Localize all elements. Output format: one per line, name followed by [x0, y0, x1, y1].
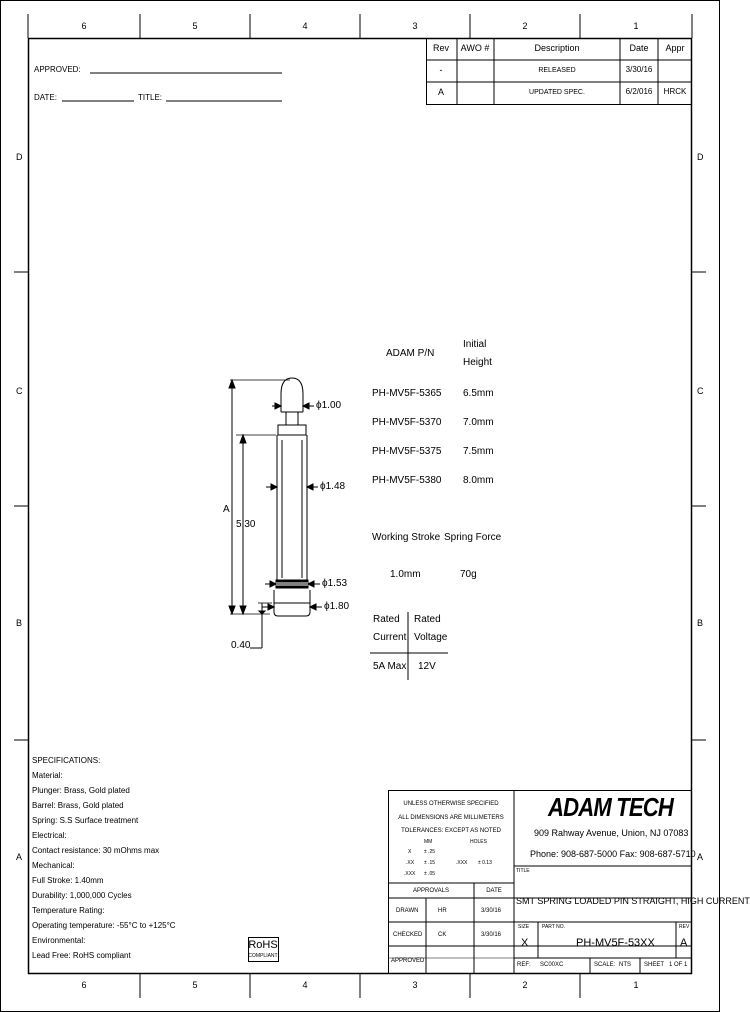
- spec-line: Full Stroke: 1.40mm: [32, 876, 104, 885]
- spec-line: Plunger: Brass, Gold plated: [32, 786, 130, 795]
- spec-line: Electrical:: [32, 831, 67, 840]
- spring-force-label: Spring Force: [444, 532, 502, 543]
- initial-height-header: Initial: [463, 339, 487, 350]
- tolerance-hole-value: ± 0.13: [478, 860, 492, 866]
- approval-role: CHECKED: [393, 932, 423, 938]
- row-label: B: [697, 618, 704, 628]
- row-label: B: [16, 618, 23, 628]
- approvals-header: APPROVALS: [413, 888, 449, 894]
- tolerance-place: X: [408, 849, 412, 855]
- approval-date: 3/30/16: [481, 908, 502, 914]
- column-label: 6: [81, 21, 87, 31]
- part-number-header: ADAM P/N: [386, 348, 435, 359]
- tolerance-place: .XXX: [404, 871, 416, 877]
- revision-row-appr: HRCK: [663, 87, 687, 96]
- rev-header: Rev: [432, 43, 450, 53]
- dim-tip-diameter: ϕ1.00: [316, 400, 342, 411]
- rated-voltage-label: Voltage: [414, 632, 448, 643]
- dim-body-diameter: ϕ1.48: [320, 481, 346, 492]
- row-label: C: [16, 386, 23, 396]
- rohs-text: RoHS: [248, 939, 278, 951]
- initial-height: 6.5mm: [463, 388, 494, 399]
- revision-row-rev: -: [439, 65, 443, 75]
- rated-current-label: Current: [373, 632, 407, 643]
- tolerance-line: UNLESS OTHERWISE SPECIFIED: [403, 801, 499, 807]
- row-label: D: [16, 152, 23, 162]
- tolerance-hole-place: .XXX: [456, 860, 468, 866]
- working-stroke-label: Working Stroke: [372, 532, 441, 543]
- ref-value: SC00XC: [540, 962, 564, 968]
- rohs-compliant-text: COMPLIANT: [248, 953, 278, 959]
- dim-ring-diameter: ϕ1.53: [322, 578, 348, 589]
- size-label: SIZE: [518, 924, 530, 930]
- approvals-date-header: DATE: [486, 888, 502, 894]
- rated-voltage-label: Rated: [414, 614, 441, 625]
- column-label: 4: [302, 980, 308, 990]
- title-block-label: TITLE: [516, 868, 530, 874]
- part-number: PH-MV5F-5365: [372, 388, 442, 399]
- spec-line: Material:: [32, 771, 63, 780]
- scale-label: SCALE:: [594, 962, 616, 968]
- date-header: Date: [629, 43, 649, 53]
- dim-base-diameter: ϕ1.80: [324, 601, 350, 612]
- tolerance-place: .XX: [406, 860, 415, 866]
- spec-line: Durability: 1,000,000 Cycles: [32, 891, 132, 900]
- column-label: 5: [192, 21, 198, 31]
- rev-value: A: [680, 937, 688, 949]
- revision-row-date: 6/2/016: [625, 87, 653, 96]
- dim-length-value: 5.30: [236, 519, 256, 530]
- row-label: A: [697, 852, 704, 862]
- size-value: X: [521, 937, 529, 949]
- spec-line: Mechanical:: [32, 861, 75, 870]
- column-label: 6: [81, 980, 87, 990]
- sheet-label: SHEET: [644, 962, 665, 968]
- tolerance-value: ± .15: [424, 860, 436, 866]
- rated-current-value: 5A Max: [373, 661, 407, 672]
- spec-line: Operating temperature: -55°C to +125°C: [32, 921, 176, 930]
- initial-height: 7.5mm: [463, 446, 494, 457]
- approval-role: APPROVED: [391, 958, 425, 964]
- spec-line: Spring: S.S Surface treatment: [32, 816, 139, 825]
- initial-height: 7.0mm: [463, 417, 494, 428]
- column-label: 5: [192, 980, 198, 990]
- dim-base-height: 0.40: [231, 640, 251, 651]
- row-label: C: [697, 386, 704, 396]
- revision-row-rev: A: [437, 87, 445, 97]
- part-no-label: PART NO.: [542, 924, 566, 930]
- company-phone: Phone: 908-687-5000 Fax: 908-687-5710: [530, 849, 696, 859]
- scale-value: NTS: [619, 962, 631, 968]
- column-label: 2: [522, 980, 528, 990]
- part-number: PH-MV5F-5375: [372, 446, 442, 457]
- description-header: Description: [534, 43, 580, 53]
- column-label: 3: [412, 980, 418, 990]
- spec-line: Temperature Rating:: [32, 906, 105, 915]
- approval-name: CK: [438, 932, 447, 938]
- approval-role: DRAWN: [396, 908, 419, 914]
- tolerance-value: ± .05: [424, 871, 436, 877]
- rev-label: REV: [679, 924, 690, 930]
- date-label: DATE:: [34, 93, 57, 102]
- rated-current-label: Rated: [373, 614, 400, 625]
- title-label: TITLE:: [138, 93, 163, 102]
- revision-row-date: 3/30/16: [625, 65, 653, 74]
- working-stroke-value: 1.0mm: [390, 569, 421, 580]
- rated-voltage-value: 12V: [418, 661, 436, 672]
- column-label: 1: [633, 980, 639, 990]
- initial-height-header: Height: [463, 357, 492, 368]
- tolerance-value: ± .25: [424, 849, 436, 855]
- spring-force-value: 70g: [460, 569, 477, 580]
- column-label: 2: [522, 21, 528, 31]
- approval-date: 3/30/16: [481, 932, 502, 938]
- spec-line: Lead Free: RoHS compliant: [32, 951, 131, 960]
- column-label: 3: [412, 21, 418, 31]
- column-label: 1: [633, 21, 639, 31]
- part-number: PH-MV5F-5380: [372, 475, 442, 486]
- appr-header: Appr: [665, 43, 685, 53]
- spec-line: Environmental:: [32, 936, 86, 945]
- ref-label: REF:: [517, 962, 531, 968]
- sheet-value: 1 OF 1: [669, 962, 688, 968]
- revision-row-description: UPDATED SPEC.: [529, 89, 585, 96]
- revision-row-description: RELEASED: [538, 67, 576, 74]
- initial-height: 8.0mm: [463, 475, 494, 486]
- drawing-title: SMT SPRING LOADED PIN STRAIGHT, HIGH CURRENT: [516, 896, 750, 906]
- tolerance-col-mm: MM: [424, 839, 433, 845]
- row-label: A: [16, 852, 23, 862]
- column-label: 4: [302, 21, 308, 31]
- approval-name: HR: [438, 908, 447, 914]
- tolerance-line: TOLERANCES: EXCEPT AS NOTED: [401, 828, 501, 834]
- tolerance-line: ALL DIMENSIONS ARE MILLIMETERS: [398, 815, 504, 821]
- company-address: 909 Rahway Avenue, Union, NJ 07083: [534, 828, 689, 838]
- tolerance-col-holes: HOLES: [470, 839, 487, 845]
- part-number: PH-MV5F-5370: [372, 417, 442, 428]
- specifications-title: SPECIFICATIONS:: [32, 756, 101, 765]
- row-label: D: [697, 152, 704, 162]
- spec-line: Barrel: Brass, Gold plated: [32, 801, 124, 810]
- spec-line: Contact resistance: 30 mOhms max: [32, 846, 160, 855]
- awo-header: AWO #: [460, 43, 490, 53]
- dim-length-letter: A: [223, 504, 230, 515]
- part-no-value: PH-MV5F-53XX: [576, 937, 655, 949]
- approved-label: APPROVED:: [34, 65, 81, 74]
- company-name: ADAM TECH: [548, 792, 673, 822]
